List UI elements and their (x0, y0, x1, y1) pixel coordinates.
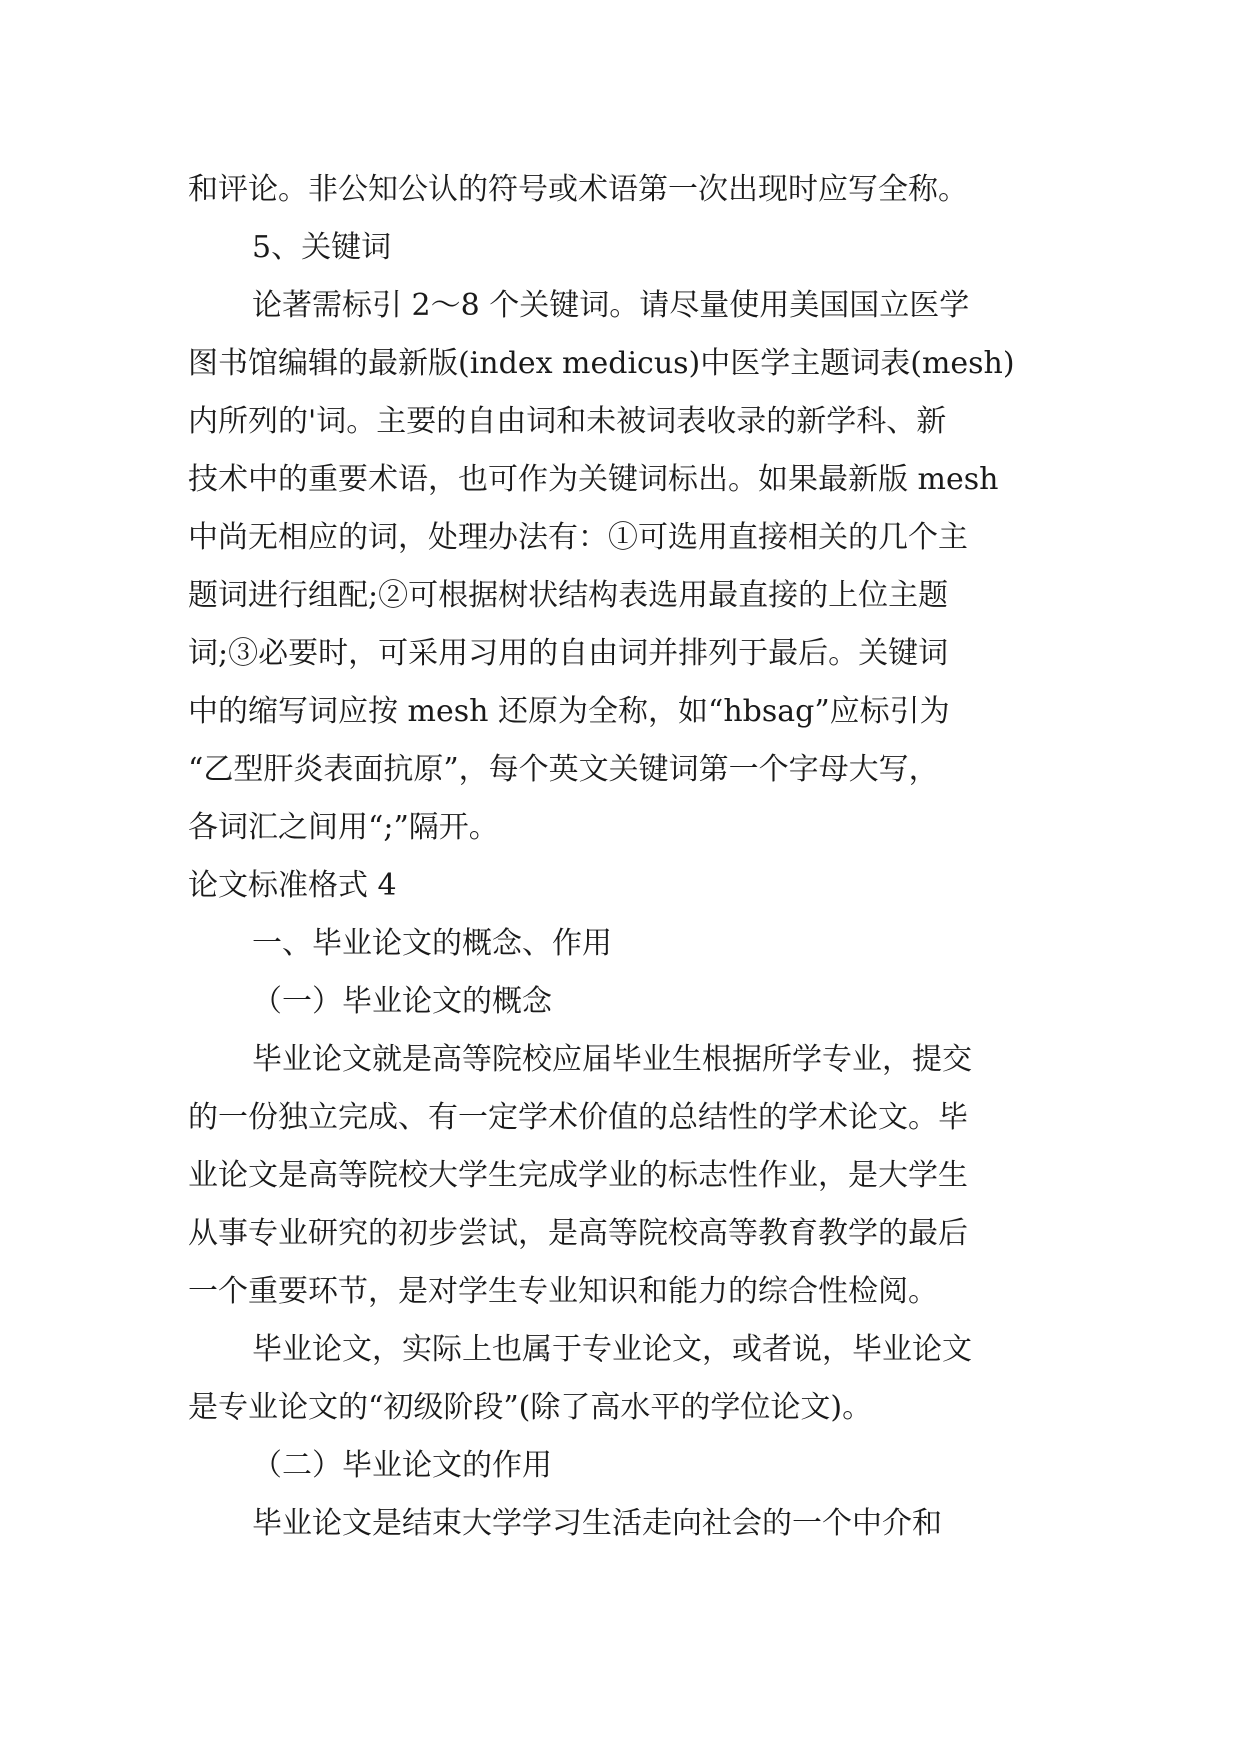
paragraph-line: 题词进行组配;②可根据树状结构表选用最直接的上位主题 (188, 578, 949, 613)
paragraph-line: 技术中的重要术语，也可作为关键词标出。如果最新版 mesh (188, 462, 999, 497)
document-section-title: 论文标准格式 4 (188, 868, 397, 903)
paragraph-line: 中的缩写词应按 mesh 还原为全称，如“hbsag”应标引为 (188, 694, 950, 729)
paragraph-line: 的一份独立完成、有一定学术价值的总结性的学术论文。毕 (188, 1100, 968, 1135)
paragraph-line: 一个重要环节，是对学生专业知识和能力的综合性检阅。 (188, 1274, 938, 1309)
paragraph-line: 毕业论文，实际上也属于专业论文，或者说，毕业论文 (252, 1332, 972, 1367)
document-body (188, 161, 1058, 1553)
section-heading-keywords: 5、关键词 (252, 230, 392, 265)
paragraph-line: 各词汇之间用“;”隔开。 (188, 810, 499, 845)
paragraph-line: 内所列的'词。主要的自由词和未被词表收录的新学科、新 (188, 404, 947, 439)
paragraph-line: 中尚无相应的词，处理办法有：①可选用直接相关的几个主 (188, 520, 968, 555)
paragraph-line: 是专业论文的“初级阶段”(除了高水平的学位论文)。 (188, 1390, 873, 1425)
section-heading: 一、毕业论文的概念、作用 (252, 926, 612, 961)
paragraph-line: 图书馆编辑的最新版(index medicus)中医学主题词表(mesh) (188, 346, 1015, 381)
paragraph-line: 从事专业研究的初步尝试，是高等院校高等教育教学的最后 (188, 1216, 968, 1251)
paragraph-line: 和评论。非公知公认的符号或术语第一次出现时应写全称。 (188, 172, 968, 207)
paragraph-line: 毕业论文是结束大学学习生活走向社会的一个中介和 (252, 1506, 942, 1541)
paragraph-line: “乙型肝炎表面抗原”，每个英文关键词第一个字母大写， (188, 752, 939, 787)
paragraph-line: 毕业论文就是高等院校应届毕业生根据所学专业，提交 (252, 1042, 972, 1077)
paragraph-line: 词;③必要时，可采用习用的自由词并排列于最后。关键词 (188, 636, 949, 671)
subsection-heading: （二）毕业论文的作用 (252, 1448, 552, 1483)
subsection-heading: （一）毕业论文的概念 (252, 984, 552, 1019)
paragraph-line: 论著需标引 2～8 个关键词。请尽量使用美国国立医学 (252, 288, 970, 323)
paragraph-line: 业论文是高等院校大学生完成学业的标志性作业，是大学生 (188, 1158, 968, 1193)
